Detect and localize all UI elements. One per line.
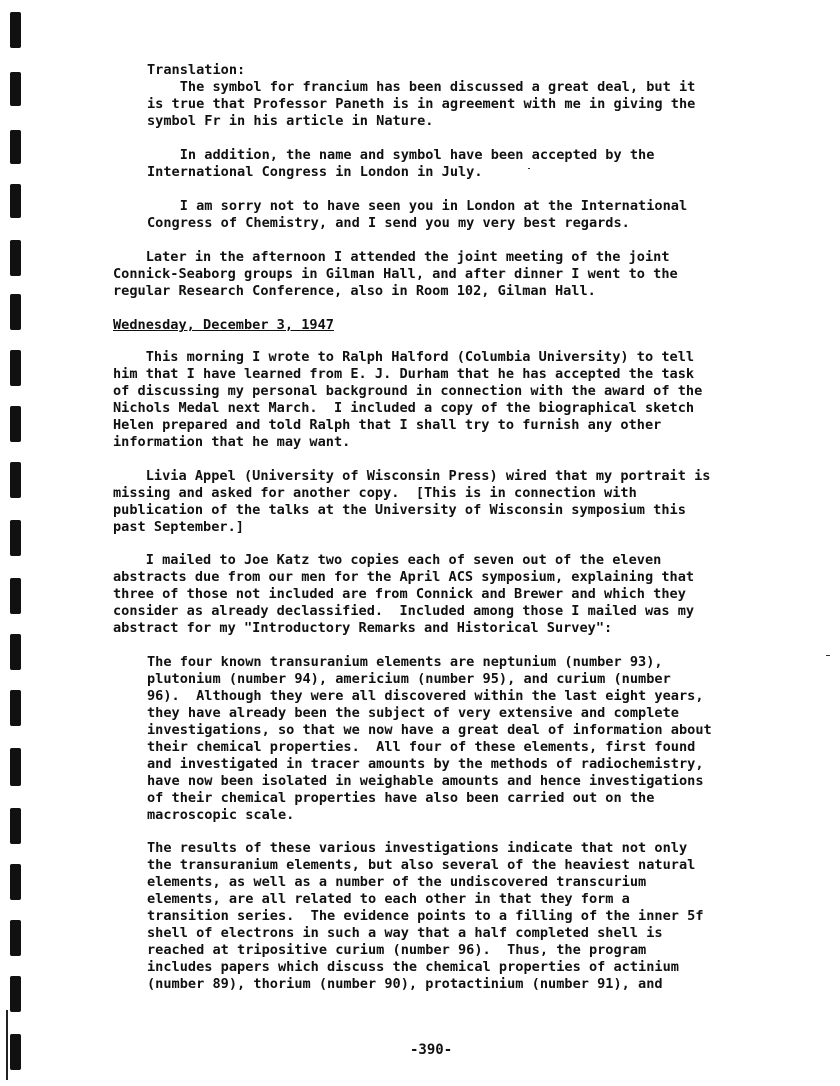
quote-line: investigations, so that we now have a great deal of information about	[147, 722, 712, 738]
quote-line: and investigated in tracer amounts by the methods of radiochemistry,	[147, 756, 704, 772]
quote-line: elements, as well as a number of the undiscovered transcurium	[147, 874, 647, 890]
text-line: The symbol for francium has been discussed a great deal, but it	[147, 79, 696, 95]
text-line: of discussing my personal background in connection with the award of the	[113, 383, 703, 399]
quote-line: shell of electrons in such a way that a half completed shell is	[147, 925, 663, 941]
quote-line: 96). Although they were all discovered within the last eight years,	[147, 688, 704, 704]
scan-speck	[826, 655, 830, 656]
binder-mark	[10, 634, 21, 670]
text-line: him that I have learned from E. J. Durham that he has accepted the task	[113, 366, 695, 382]
quote-line: they have already been the subject of very extensive and complete	[147, 705, 679, 721]
binder-mark	[10, 462, 21, 498]
quote-line: the transuranium elements, but also several of the heaviest natural	[147, 857, 696, 873]
date-heading: Wednesday, December 3, 1947	[113, 317, 334, 333]
binder-mark	[10, 240, 21, 276]
binder-mark	[10, 1034, 21, 1070]
text-line: past September.]	[113, 519, 244, 535]
binder-mark	[10, 294, 21, 330]
text-line: I am sorry not to have seen you in London at the International	[147, 198, 688, 214]
page-edge-line	[6, 1010, 8, 1080]
text-line: International Congress in London in July.	[147, 164, 483, 180]
binder-holes	[10, 0, 24, 1086]
quote-line: includes papers which discuss the chemical properties of actinium	[147, 959, 679, 975]
binder-mark	[10, 72, 21, 106]
text-line: abstract for my "Introductory Remarks and Historical Survey":	[113, 620, 613, 636]
text-line: In addition, the name and symbol have been accepted by the	[147, 147, 655, 163]
text-line: is true that Professor Paneth is in agreement with me in giving the	[147, 96, 696, 112]
text-line: publication of the talks at the University of Wisconsin symposium this	[113, 502, 686, 518]
page-number: -390-	[410, 1042, 453, 1058]
text-line: regular Research Conference, also in Room 102, Gilman Hall.	[113, 283, 596, 299]
text-line: missing and asked for another copy. [This is in connection with	[113, 485, 637, 501]
binder-mark	[10, 130, 21, 164]
text-line: Nichols Medal next March. I included a copy of the biographical sketch	[113, 400, 695, 416]
text-line: Livia Appel (University of Wisconsin Press) wired that my portrait is	[113, 468, 711, 484]
quote-line: of their chemical properties have also been carried out on the	[147, 790, 655, 806]
quote-line: plutonium (number 94), americium (number 95), and curium (number	[147, 671, 671, 687]
quote-line: transition series. The evidence points to a filling of the inner 5f	[147, 908, 704, 924]
binder-mark	[10, 184, 21, 218]
binder-mark	[10, 690, 21, 726]
binder-mark	[10, 578, 21, 614]
binder-mark	[10, 808, 21, 844]
quote-line: elements, are all related to each other in that they form a	[147, 891, 630, 907]
binder-mark	[10, 406, 21, 442]
text-line: information that he may want.	[113, 434, 351, 450]
text-line: Later in the afternoon I attended the joint meeting of the joint	[113, 249, 670, 265]
text-line: Helen prepared and told Ralph that I shall try to furnish any other	[113, 417, 662, 433]
scan-speck	[528, 168, 530, 169]
text-line: abstracts due from our men for the April ACS symposium, explaining that	[113, 569, 695, 585]
text-line: Translation:	[147, 62, 246, 78]
binder-mark	[10, 920, 21, 956]
quote-line: The four known transuranium elements are neptunium (number 93),	[147, 654, 663, 670]
text-line: consider as already declassified. Included among those I mailed was my	[113, 603, 695, 619]
binder-mark	[10, 350, 21, 386]
binder-mark	[10, 12, 21, 48]
text-line: three of those not included are from Connick and Brewer and which they	[113, 586, 686, 602]
quote-line: (number 89), thorium (number 90), protactinium (number 91), and	[147, 976, 663, 992]
binder-mark	[10, 748, 21, 786]
binder-mark	[10, 520, 21, 556]
binder-mark	[10, 864, 21, 900]
text-line: This morning I wrote to Ralph Halford (Columbia University) to tell	[113, 349, 695, 365]
binder-mark	[10, 976, 21, 1012]
text-line: symbol Fr in his article in Nature.	[147, 113, 434, 129]
text-line: Connick-Seaborg groups in Gilman Hall, and after dinner I went to the	[113, 266, 678, 282]
text-line: I mailed to Joe Katz two copies each of seven out of the eleven	[113, 552, 662, 568]
quote-line: reached at tripositive curium (number 96). Thus, the program	[147, 942, 647, 958]
quote-line: macroscopic scale.	[147, 807, 295, 823]
quote-line: The results of these various investigations indicate that not only	[147, 840, 688, 856]
quote-line: their chemical properties. All four of these elements, first found	[147, 739, 696, 755]
quote-line: have now been isolated in weighable amounts and hence investigations	[147, 773, 704, 789]
text-line: Congress of Chemistry, and I send you my very best regards.	[147, 215, 630, 231]
